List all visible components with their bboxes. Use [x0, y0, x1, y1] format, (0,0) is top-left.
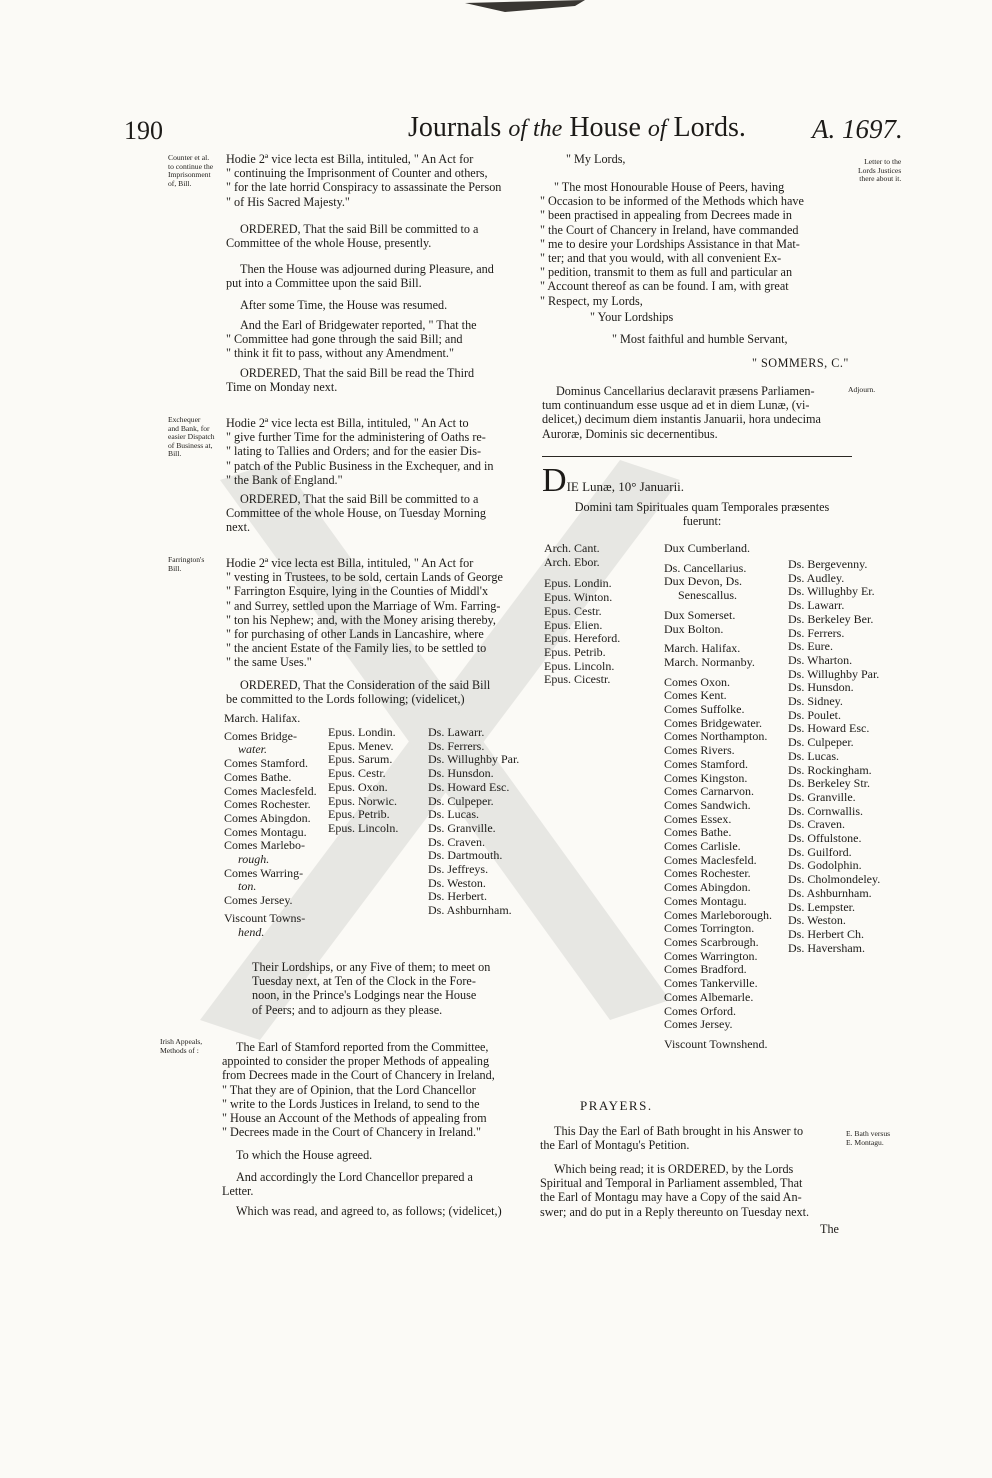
paragraph-counter-bill: Hodie 2ª vice lecta est Billa, intituled, " An Act for " continuing the Imprisonment of Counter and others, " for the late horrid Conspiracy to assassinate the Person " of His Sacred Majesty."	[226, 152, 502, 209]
margin-note-counter: Counter et al. to continue the Imprisonment of, Bill.	[168, 153, 214, 188]
paragraph-adjourned: Then the House was adjourned during Pleasure, and put into a Committee upon the said Bill.	[226, 262, 494, 291]
committee-list-comites: March. Halifax. Comes Bridge- water. Comes Stamford. Comes Bathe. Comes Maclesfeld. Comes Rochester. Comes Abingdon. Comes Montagu. Comes Marlebo- rough. Comes Warring- ton. Comes Jersey. Viscount Towns- hend.	[224, 711, 317, 939]
ordered-farrington-committed: ORDERED, That the Consideration of the said Bill be committed to the Lords following; (videlicet,)	[226, 678, 491, 707]
letter-close-lordships: " Your Lordships	[590, 310, 674, 324]
margin-note-farrington: Farrington's Bill.	[168, 555, 205, 573]
day-heading-text: IE Lunæ, 10° Januarii.	[566, 479, 685, 494]
letter-body: " The most Honourable House of Peers, having " Occasion to be informed of the Methods which have " been practised in appealing from Decrees made in " the Court of Chancery in Ireland, have commanded " me to desire your Lordships Assistance in that Mat- " ter; and that you would, with all convenient Ex- " pedition, transmit to them as full and particular an " Account thereof as can be found. I am, with great " Respect, my Lords,	[540, 180, 804, 308]
letter-close-servant: " Most faithful and humble Servant,	[612, 332, 788, 346]
paragraph-farrington-bill: Hodie 2ª vice lecta est Billa, intituled, " An Act for " vesting in Trustees, to be sold, certain Lands of George " Farrington Esquire, lying in the Counties of Middl'x " and Surrey, settled upon the Marriage of Wm. Farring- " ton his Nephew; and, with the Money arising thereby, " for purchasing of other Lands in Lancashire, where " the ancient Estate of the Family lies, to be settled to " the same Uses."	[226, 556, 503, 670]
paragraph-adjournment: Dominus Cancellarius declaravit præsens Parliamen- tum continuandum esse usque ad et in diem Lunæ, (vi- delicet,) decimum diem instantis Januarii, hora undecima Auroræ, Dominis sic decernentibus.	[542, 384, 821, 441]
paragraph-montagu-copy: Which being read; it is ORDERED, by the Lords Spiritual and Temporal in Parliament assembled, That the Earl of Montagu may have a Copy of the said An- swer; and do put in a Reply thereunto on Tuesday next.	[540, 1162, 810, 1219]
paragraph-read-agreed: Which was read, and agreed to, as follows; (videlicet,)	[236, 1204, 502, 1218]
day-heading-initial: D	[542, 462, 567, 499]
ordered-counter-committed: ORDERED, That the said Bill be committed to a Committee of the whole House, presently.	[226, 222, 479, 251]
top-fold-mark	[465, 0, 585, 16]
paragraph-house-agreed: To which the House agreed.	[236, 1148, 373, 1162]
margin-note-adjourn: Adjourn.	[848, 385, 876, 394]
letter-signature: " SOMMERS, C."	[752, 356, 849, 370]
prayers-heading: PRAYERS.	[580, 1098, 653, 1113]
present-list-barons: Ds. Bergevenny. Ds. Audley. Ds. Willughby Er. Ds. Lawarr. Ds. Berkeley Ber. Ds. Ferrers. Ds. Eure. Ds. Wharton. Ds. Willughby Par. Ds. Hunsdon. Ds. Sidney. Ds. Poulet. Ds. Howard Esc. Ds. Culpeper. Ds. Lucas. Ds. Rockingham. Ds. Berkeley Str. Ds. Granville. Ds. Cornwallis. Ds. Craven. Ds. Offulstone. Ds. Guilford. Ds. Godolphin. Ds. Cholmondeley. Ds. Ashburnham. Ds. Lempster. Ds. Weston. Ds. Herbert Ch. Ds. Haversham.	[788, 557, 881, 955]
paragraph-resumed: After some Time, the House was resumed.	[240, 298, 448, 312]
present-heading: Domini tam Spirituales quam Temporales præsentes fuerunt:	[574, 500, 830, 529]
committee-list-bishops: Epus. Londin. Epus. Menev. Epus. Sarum. Epus. Cestr. Epus. Oxon. Epus. Norwic. Epus. Petrib. Epus. Lincoln.	[328, 725, 399, 835]
paragraph-bath-answer: This Day the Earl of Bath brought in his Answer to the Earl of Montagu's Petition.	[540, 1124, 804, 1153]
paragraph-chancellor-letter: And accordingly the Lord Chancellor prepared a Letter.	[222, 1170, 473, 1199]
margin-note-exchequer: Exchequer and Bank, for easier Dispatch of Business at, Bill.	[168, 415, 215, 459]
margin-note-bath-montagu: E. Bath versus E. Montagu.	[846, 1129, 891, 1147]
ordered-exchequer-committed: ORDERED, That the said Bill be committed to a Committee of the whole House, on Tuesday Morning next.	[226, 492, 486, 535]
present-list-archbishops-bishops: Arch. Cant. Arch. Ebor. Epus. Londin. Epus. Winton. Epus. Cestr. Epus. Elien. Epus. Hereford. Epus. Petrib. Epus. Lincoln. Epus. Cicestr.	[544, 541, 621, 687]
letter-salutation: " My Lords,	[566, 152, 626, 166]
present-list-dukes-earls: Dux Cumberland. Ds. Cancellarius. Dux Devon, Ds. Senescallus. Dux Somerset. Dux Bolton. March. Halifax. March. Normanby. Comes Oxon. Comes Kent. Comes Suffolke. Comes Bridgewater. Comes Northampton. Comes Rivers. Comes Stamford. Comes Kingston. Comes Carnarvon. Comes Sandwich. Comes Essex. Comes Bathe. Comes Carlisle. Comes Maclesfeld. Comes Rochester. Comes Abingdon. Comes Montagu. Comes Marleborough. Comes Torrington. Comes Scarbrough. Comes Warrington. Comes Bradford. Comes Tankerville. Comes Albemarle. Comes Orford. Comes Jersey. Viscount Townshend.	[664, 541, 772, 1051]
paragraph-exchequer-bill: Hodie 2ª vice lecta est Billa, intituled, " An Act to " give further Time for the administering of Oaths re- " lating to Tallies and Orders; and for the easier Dis- " patch of the Public Business in the Exchequer, and in " the Bank of England."	[226, 416, 494, 487]
page-number: 190	[124, 116, 163, 145]
section-divider	[542, 456, 852, 457]
ordered-third-reading: ORDERED, That the said Bill be read the Third Time on Monday next.	[226, 366, 475, 395]
margin-note-irish-appeals: Irish Appeals, Methods of :	[160, 1037, 203, 1055]
year-label: A. 1697.	[812, 114, 903, 144]
catchword: The	[820, 1222, 839, 1236]
paragraph-stamford-report: The Earl of Stamford reported from the Committee, appointed to consider the proper Methods of appealing from Decrees made in the Court of Chancery in Ireland, " That they are of Opinion, that the Lord Chancellor " write to the Lords Justices in Ireland, to send to the " House an Account of the Methods of appealing from " Decrees made in the Court of Chancery in Ireland."	[222, 1040, 495, 1140]
journal-title: Journals of the House of Lords.	[408, 112, 746, 143]
paragraph-meeting-details: Their Lordships, or any Five of them; to meet on Tuesday next, at Ten of the Clock in the Fore- noon, in the Prince's Lodgings near the House of Peers; and to adjourn as they please.	[252, 960, 491, 1017]
committee-list-barons: Ds. Lawarr. Ds. Ferrers. Ds. Willughby Par. Ds. Hunsdon. Ds. Howard Esc. Ds. Culpeper. Ds. Lucas. Ds. Granville. Ds. Craven. Ds. Dartmouth. Ds. Jeffreys. Ds. Weston. Ds. Herbert. Ds. Ashburnham.	[428, 725, 520, 918]
margin-note-letter: Letter to the Lords Justices there about it.	[858, 157, 902, 184]
day-heading	[542, 464, 684, 498]
paragraph-bridgewater-report: And the Earl of Bridgewater reported, " That the " Committee had gone through the said Bill; and " think it fit to pass, without any Amendment."	[226, 318, 477, 361]
